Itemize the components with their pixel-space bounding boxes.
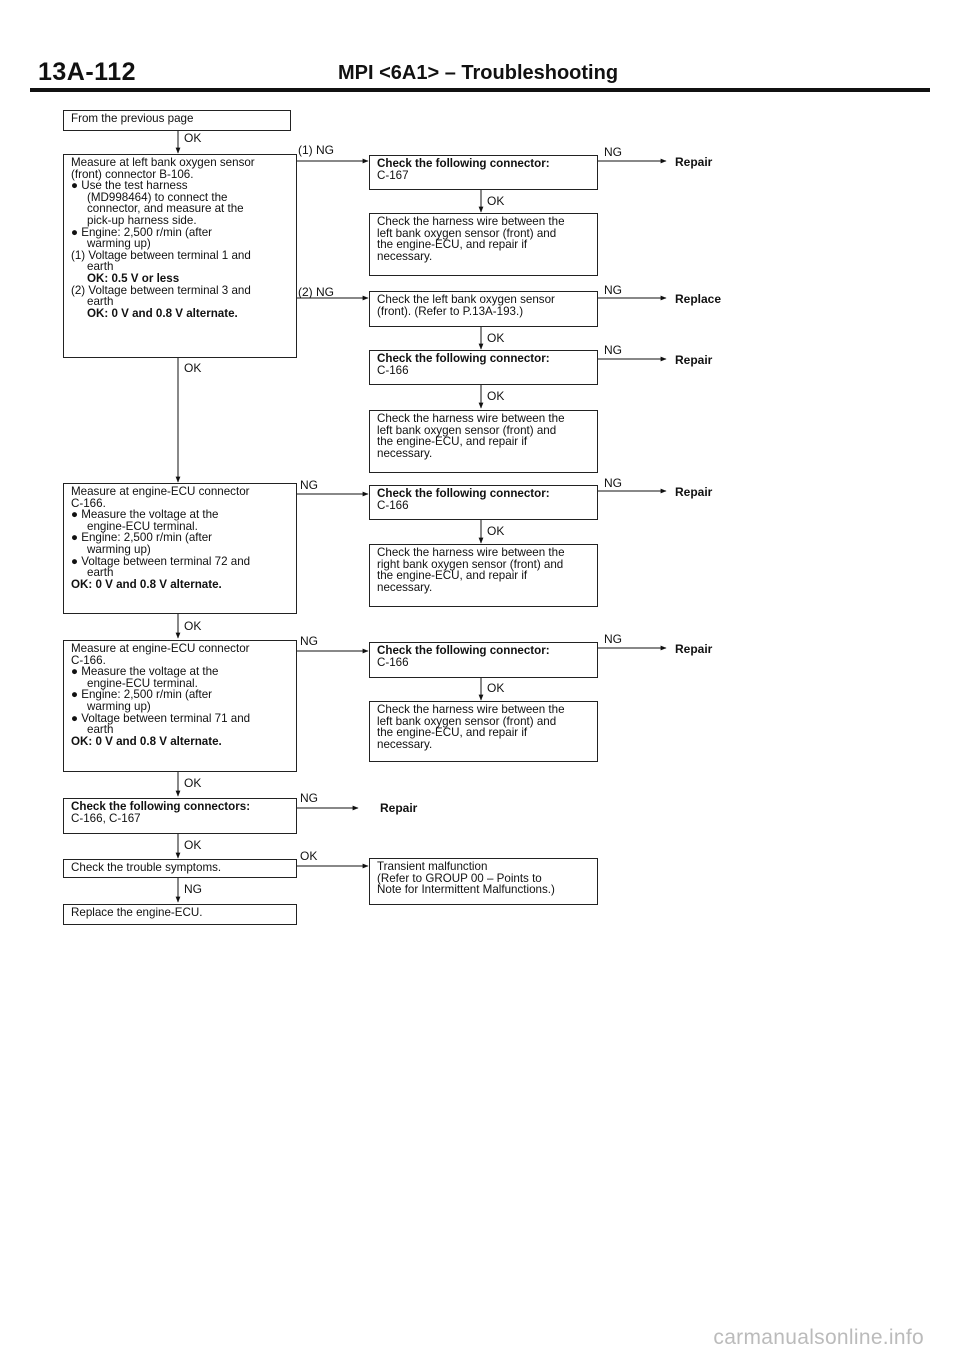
step-line: (front). (Refer to P.13A-193.) bbox=[377, 304, 524, 318]
step-line: Check the left bank oxygen sensor bbox=[377, 293, 555, 306]
step-line: Check the harness wire between the bbox=[377, 215, 565, 228]
step-line: Check the harness wire between the bbox=[377, 546, 565, 559]
step-line: necessary. bbox=[377, 580, 433, 594]
ok-label: OK bbox=[487, 389, 505, 403]
step-line: Check the harness wire between the bbox=[377, 703, 565, 716]
step-line: Measure at left bank oxygen sensor bbox=[71, 156, 255, 169]
step-line: C-167 bbox=[377, 168, 409, 182]
ng-label: NG bbox=[604, 283, 622, 297]
step-line: Check the following connector: bbox=[377, 644, 550, 657]
step-line: earth bbox=[87, 260, 114, 274]
transient-malfunction-box bbox=[369, 858, 598, 905]
step-bullet: ● Voltage between terminal 71 and bbox=[71, 711, 251, 725]
step-line: C-166. bbox=[71, 653, 106, 667]
check-o2-sensor-box bbox=[369, 291, 598, 327]
ok-criterion: OK: 0 V and 0.8 V alternate. bbox=[71, 734, 222, 748]
step-line: necessary. bbox=[377, 446, 433, 460]
check-connector-c166-box-3 bbox=[369, 642, 598, 678]
check-harness-box-4 bbox=[369, 701, 598, 762]
step-line: the engine-ECU, and repair if bbox=[377, 569, 528, 583]
step-line: Check the following connector: bbox=[377, 487, 550, 500]
step-line: earth bbox=[87, 566, 114, 580]
ok-label: OK bbox=[184, 619, 202, 633]
step-line: earth bbox=[87, 723, 114, 737]
ok-label: OK bbox=[184, 776, 202, 790]
ng-label-1: (1) NG bbox=[298, 143, 334, 157]
result-replace: Replace bbox=[675, 292, 722, 306]
check-connectors-box bbox=[63, 798, 297, 834]
step-line: (front) connector B-106. bbox=[71, 167, 194, 181]
step-line: Check the following connector: bbox=[377, 157, 550, 170]
step-line: Check the harness wire between the bbox=[377, 412, 565, 425]
from-previous-page-box bbox=[63, 110, 291, 131]
step-line: (Refer to GROUP 00 – Points to bbox=[377, 871, 542, 885]
ng-label: NG bbox=[300, 634, 318, 648]
step-line: (2) Voltage between terminal 3 and bbox=[71, 283, 251, 297]
step-line: warming up) bbox=[87, 237, 151, 251]
check-connector-c166-box-2 bbox=[369, 485, 598, 520]
ng-label: NG bbox=[184, 882, 202, 896]
step-line: Note for Intermittent Malfunctions.) bbox=[377, 883, 555, 897]
ng-label: NG bbox=[604, 343, 622, 357]
step-line: the engine-ECU, and repair if bbox=[377, 435, 528, 449]
ok-label: OK bbox=[487, 524, 505, 538]
step-bullet: ● Engine: 2,500 r/min (after bbox=[71, 688, 213, 702]
step-line: necessary. bbox=[377, 249, 433, 263]
result-repair: Repair bbox=[675, 642, 713, 656]
step-line: Transient malfunction bbox=[377, 860, 488, 873]
check-connector-c166-box-1 bbox=[369, 350, 598, 385]
step-line: the engine-ECU, and repair if bbox=[377, 238, 528, 252]
step-line: earth bbox=[87, 295, 114, 309]
page-title: MPI <6A1> – Troubleshooting bbox=[338, 62, 619, 84]
step-line: Check the trouble symptoms. bbox=[71, 861, 222, 874]
step-bullet: ● Use the test harness bbox=[71, 179, 188, 193]
page-number: 13A-112 bbox=[38, 58, 137, 86]
step-line: Measure at engine-ECU connector bbox=[71, 642, 250, 655]
ng-label: NG bbox=[604, 476, 622, 490]
step-line: C-166, C-167 bbox=[71, 811, 141, 825]
check-harness-box-1 bbox=[369, 213, 598, 276]
step-line: connector, and measure at the bbox=[87, 202, 244, 216]
ng-label: NG bbox=[604, 145, 622, 159]
footer-watermark: carmanualsonline.info bbox=[713, 1326, 924, 1349]
ok-label: OK bbox=[300, 849, 318, 863]
result-repair: Repair bbox=[675, 485, 713, 499]
ok-label: OK bbox=[184, 361, 202, 375]
result-repair: Repair bbox=[675, 155, 713, 169]
check-symptoms-box bbox=[63, 859, 297, 878]
check-harness-box-2 bbox=[369, 410, 598, 473]
ok-criterion: OK: 0 V and 0.8 V alternate. bbox=[87, 306, 238, 320]
step-bullet: ● Voltage between terminal 72 and bbox=[71, 554, 251, 568]
step-line: right bank oxygen sensor (front) and bbox=[377, 557, 564, 571]
measure-ecu-terminal-71-box bbox=[63, 640, 297, 772]
step-line: C-166 bbox=[377, 363, 409, 377]
step-line: Check the following connector: bbox=[377, 352, 550, 365]
step-bullet: ● Engine: 2,500 r/min (after bbox=[71, 531, 213, 545]
step-line: C-166. bbox=[71, 496, 106, 510]
ng-label: NG bbox=[604, 632, 622, 646]
step-line: engine-ECU terminal. bbox=[87, 676, 198, 690]
result-repair: Repair bbox=[675, 353, 713, 367]
step-line: Check the following connectors: bbox=[71, 800, 251, 813]
ng-label: NG bbox=[300, 478, 318, 492]
step-line: warming up) bbox=[87, 542, 151, 556]
ok-label: OK bbox=[487, 331, 505, 345]
step-line: C-166 bbox=[377, 498, 409, 512]
step-line: pick-up harness side. bbox=[87, 213, 197, 227]
step-line: (1) Voltage between terminal 1 and bbox=[71, 248, 251, 262]
step-bullet: ● Measure the voltage at the bbox=[71, 665, 219, 679]
from-previous-page-text: From the previous page bbox=[71, 112, 194, 125]
step-line: the engine-ECU, and repair if bbox=[377, 726, 528, 740]
step-bullet: ● Measure the voltage at the bbox=[71, 508, 219, 522]
step-line: engine-ECU terminal. bbox=[87, 519, 198, 533]
ok-label: OK bbox=[184, 838, 202, 852]
step-line: left bank oxygen sensor (front) and bbox=[377, 714, 557, 728]
step-line: left bank oxygen sensor (front) and bbox=[377, 226, 557, 240]
check-harness-box-3 bbox=[369, 544, 598, 607]
step-line: Replace the engine-ECU. bbox=[71, 906, 203, 919]
step-line: left bank oxygen sensor (front) and bbox=[377, 423, 557, 437]
result-repair: Repair bbox=[380, 801, 418, 815]
ok-label: OK bbox=[487, 681, 505, 695]
ng-label: NG bbox=[300, 791, 318, 805]
ng-label-2: (2) NG bbox=[298, 285, 334, 299]
step-line: (MD998464) to connect the bbox=[87, 190, 228, 204]
ok-label: OK bbox=[184, 131, 202, 145]
replace-ecu-box bbox=[63, 904, 297, 925]
measure-o2-sensor-box bbox=[63, 154, 297, 358]
step-line: warming up) bbox=[87, 699, 151, 713]
ok-criterion: OK: 0.5 V or less bbox=[87, 271, 180, 285]
ok-criterion: OK: 0 V and 0.8 V alternate. bbox=[71, 577, 222, 591]
measure-ecu-terminal-72-box bbox=[63, 483, 297, 614]
step-line: necessary. bbox=[377, 737, 433, 751]
check-connector-c167-box bbox=[369, 155, 598, 190]
step-line: C-166 bbox=[377, 655, 409, 669]
ok-label: OK bbox=[487, 194, 505, 208]
step-bullet: ● Engine: 2,500 r/min (after bbox=[71, 225, 213, 239]
step-line: Measure at engine-ECU connector bbox=[71, 485, 250, 498]
